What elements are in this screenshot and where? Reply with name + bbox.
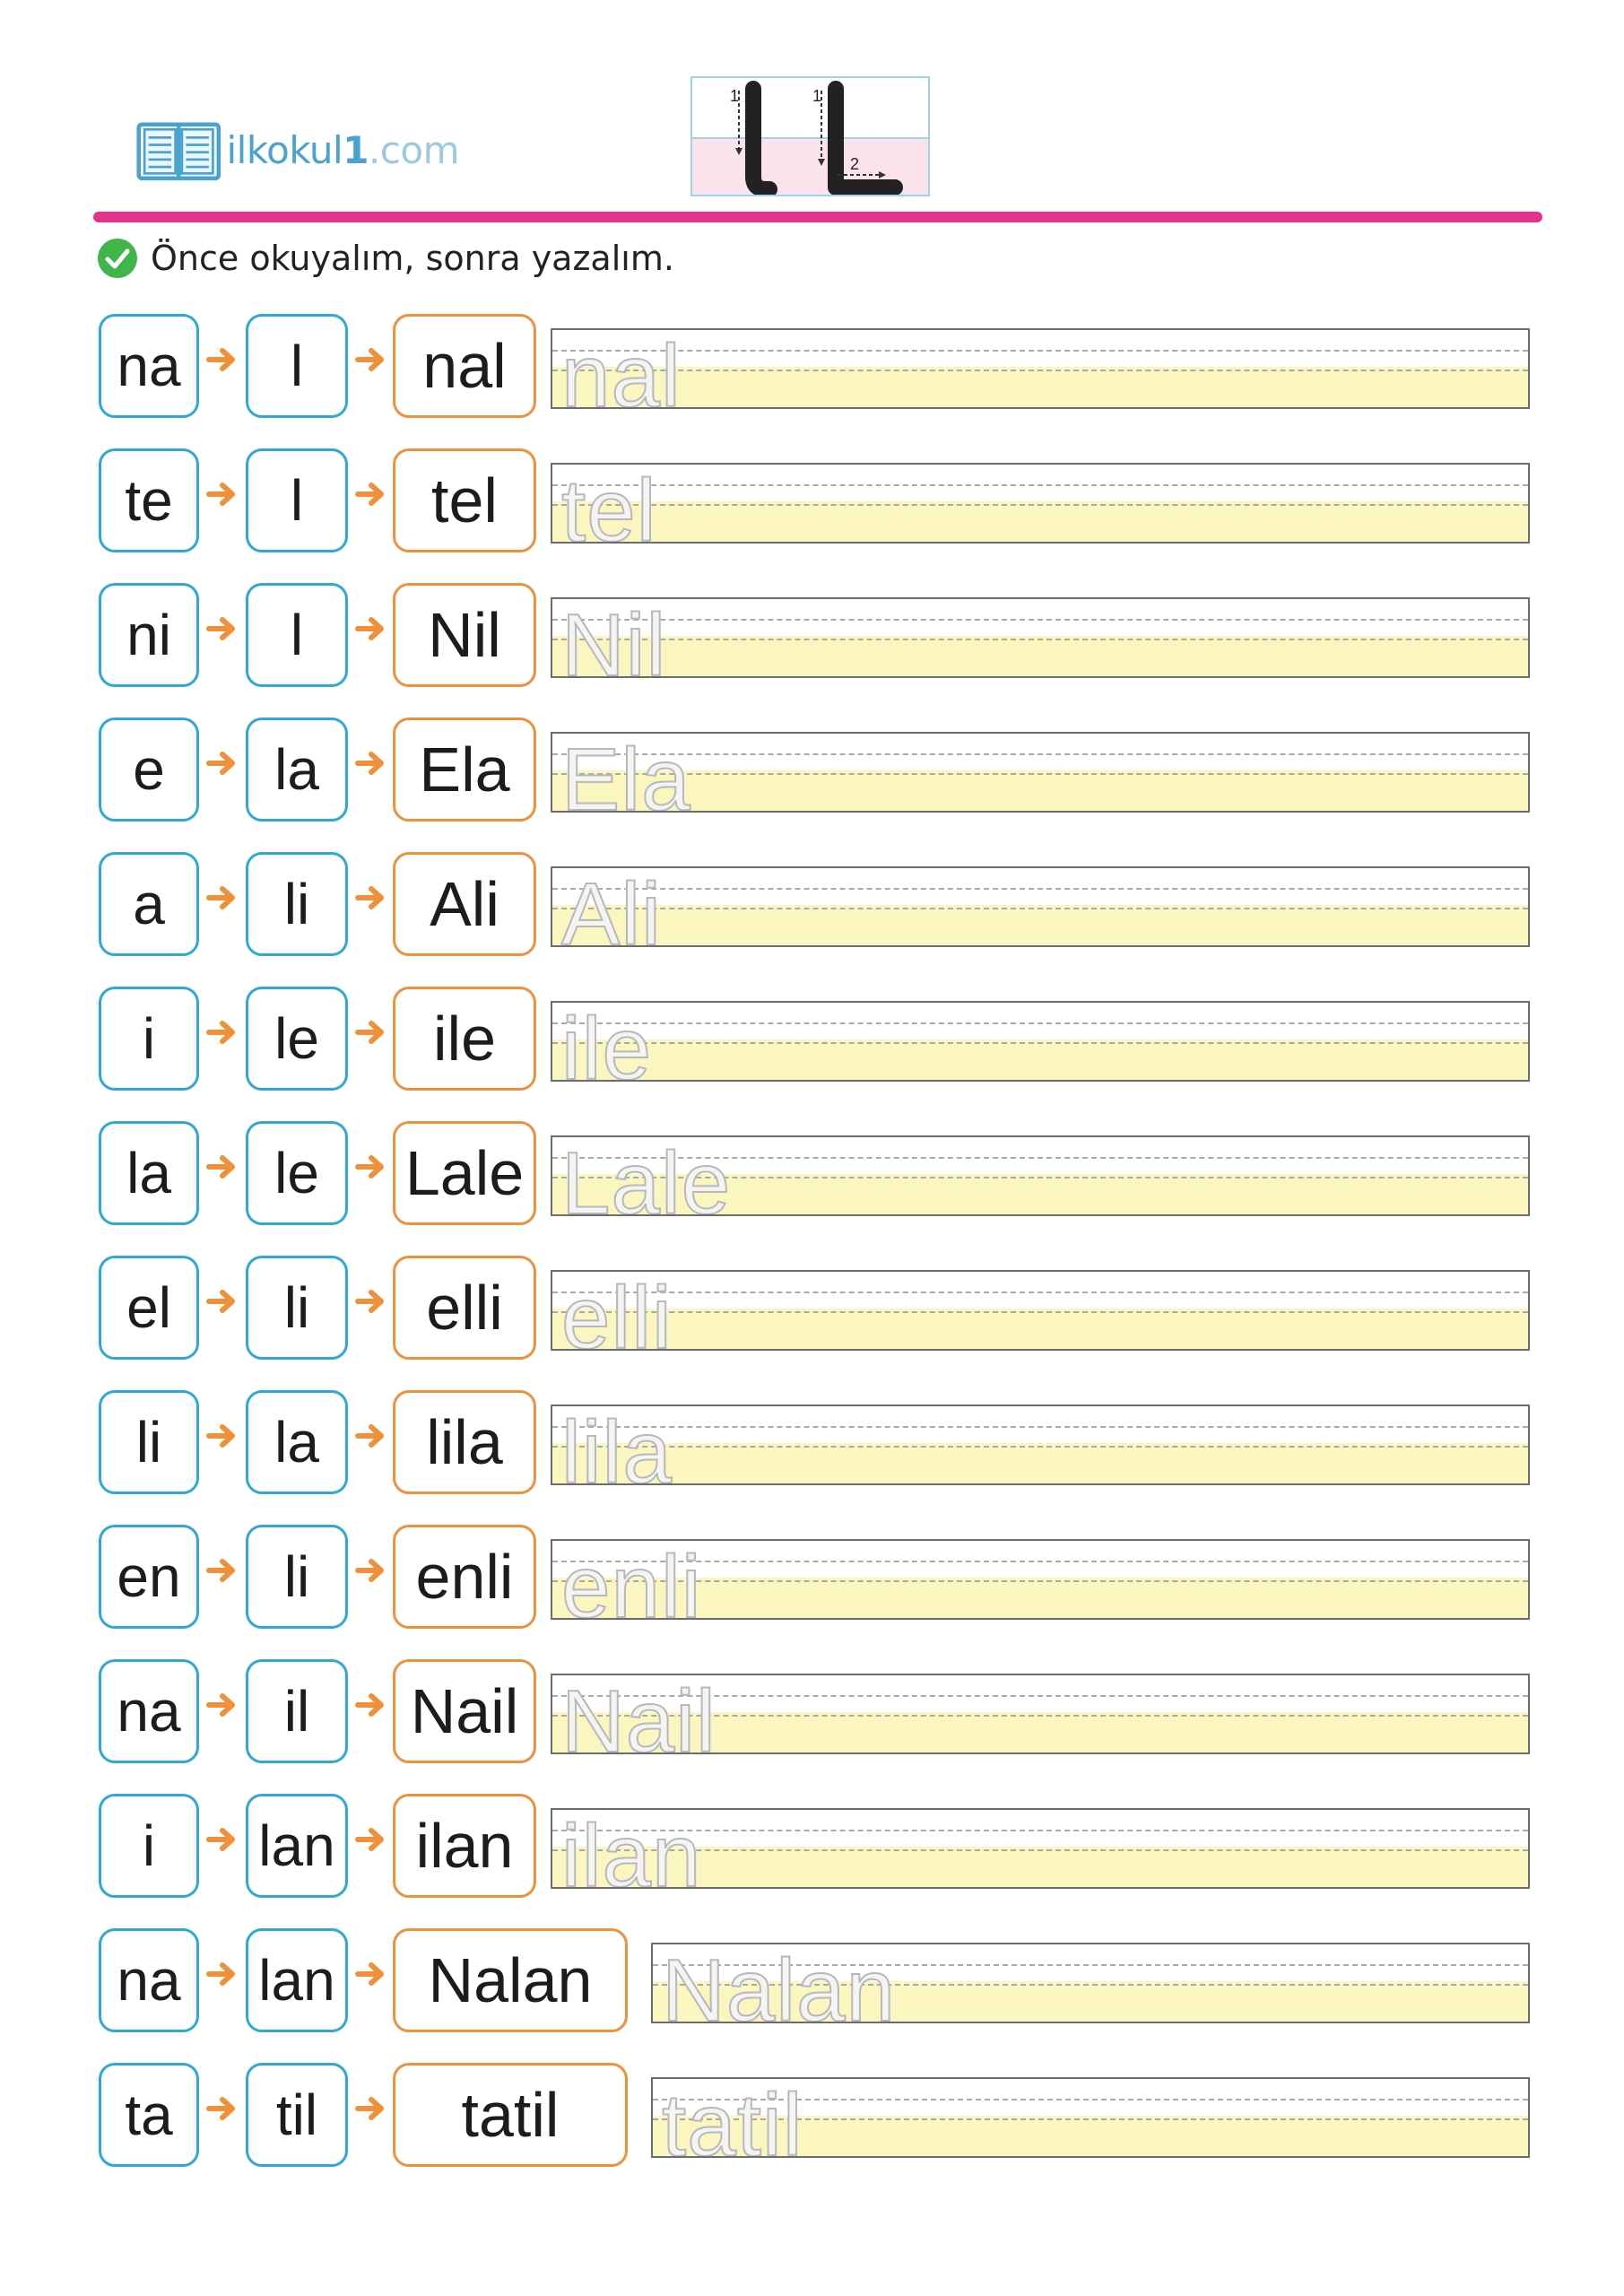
svg-text:1: 1 <box>730 87 740 105</box>
header-divider <box>93 212 1542 222</box>
writing-line[interactable] <box>551 732 1530 813</box>
word-box: tel <box>393 448 536 552</box>
syllable-box: li <box>246 1256 348 1360</box>
arrow-right-icon <box>355 613 386 644</box>
syllable-box: l <box>246 314 348 418</box>
trace-word: Nail <box>561 1674 716 1754</box>
instruction-text: Önce okuyalım, sonra yazalım. <box>151 239 674 278</box>
arrow-right-icon <box>206 1959 237 1989</box>
syllable-box: til <box>246 2063 348 2167</box>
trace-word: tatil <box>662 2077 803 2158</box>
writing-line[interactable] <box>551 1808 1530 1889</box>
arrow-right-icon <box>206 1555 237 1586</box>
arrow-right-icon <box>355 1286 386 1317</box>
letter-l-stroke-guide <box>690 76 930 196</box>
word-box: Nil <box>393 583 536 687</box>
arrow-right-icon <box>206 1152 237 1182</box>
writing-line[interactable] <box>551 1135 1530 1216</box>
syllable-box: i <box>99 987 199 1091</box>
arrow-right-icon <box>355 1959 386 1989</box>
word-box: elli <box>393 1256 536 1360</box>
syllable-box: lan <box>246 1794 348 1898</box>
syllable-box: lan <box>246 1928 348 2032</box>
word-box: Nalan <box>393 1928 628 2032</box>
trace-word: ilan <box>561 1808 702 1889</box>
word-box: Lale <box>393 1121 536 1225</box>
syllable-box: la <box>99 1121 199 1225</box>
trace-word: tel <box>561 463 657 544</box>
arrow-right-icon <box>355 479 386 509</box>
arrow-right-icon <box>355 1152 386 1182</box>
arrow-right-icon <box>206 1690 237 1720</box>
syllable-box: li <box>246 1525 348 1629</box>
writing-line[interactable] <box>551 597 1530 678</box>
arrow-right-icon <box>355 1690 386 1720</box>
word-box: ile <box>393 987 536 1091</box>
word-box: ilan <box>393 1794 536 1898</box>
writing-line[interactable] <box>551 1270 1530 1351</box>
word-box: Nail <box>393 1659 536 1763</box>
trace-word: ile <box>561 1001 653 1082</box>
letter-l-strokes-icon <box>692 78 930 196</box>
svg-text:1: 1 <box>812 87 822 105</box>
arrow-right-icon <box>206 748 237 778</box>
check-circle-icon <box>97 238 138 279</box>
syllable-box: il <box>246 1659 348 1763</box>
syllable-box: ni <box>99 583 199 687</box>
word-box: lila <box>393 1390 536 1494</box>
arrow-right-icon <box>206 344 237 375</box>
syllable-box: l <box>246 448 348 552</box>
arrow-right-icon <box>206 2093 237 2124</box>
arrow-right-icon <box>206 1286 237 1317</box>
arrow-right-icon <box>355 1824 386 1855</box>
syllable-box: i <box>99 1794 199 1898</box>
trace-word: elli <box>561 1270 673 1351</box>
writing-line[interactable] <box>551 463 1530 544</box>
instruction <box>97 235 674 282</box>
writing-line[interactable] <box>551 328 1530 409</box>
arrow-right-icon <box>355 748 386 778</box>
syllable-box: a <box>99 852 199 956</box>
logo-text: ilkokul1.com <box>226 127 459 172</box>
arrow-right-icon <box>206 1421 237 1451</box>
svg-text:2: 2 <box>850 155 860 173</box>
writing-line[interactable] <box>651 1943 1530 2023</box>
syllable-box: na <box>99 314 199 418</box>
syllable-box: li <box>99 1390 199 1494</box>
arrow-right-icon <box>355 883 386 913</box>
syllable-box: la <box>246 1390 348 1494</box>
word-box: nal <box>393 314 536 418</box>
syllable-box: le <box>246 1121 348 1225</box>
trace-word: Ali <box>561 866 662 947</box>
trace-word: lila <box>561 1405 673 1485</box>
syllable-box: e <box>99 718 199 822</box>
arrow-right-icon <box>355 1017 386 1048</box>
writing-line[interactable] <box>551 1405 1530 1485</box>
word-box: tatil <box>393 2063 628 2167</box>
trace-word: Nil <box>561 597 667 678</box>
syllable-box: la <box>246 718 348 822</box>
syllable-box: na <box>99 1659 199 1763</box>
trace-word: Lale <box>561 1135 732 1216</box>
word-box: enli <box>393 1525 536 1629</box>
trace-word: Nalan <box>662 1943 897 2023</box>
word-box: Ela <box>393 718 536 822</box>
trace-word: nal <box>561 328 682 409</box>
syllable-box: el <box>99 1256 199 1360</box>
syllable-box: na <box>99 1928 199 2032</box>
syllable-box: li <box>246 852 348 956</box>
site-logo <box>136 113 459 187</box>
writing-line[interactable] <box>651 2077 1530 2158</box>
arrow-right-icon <box>206 1824 237 1855</box>
syllable-box: le <box>246 987 348 1091</box>
arrow-right-icon <box>355 1421 386 1451</box>
writing-line[interactable] <box>551 866 1530 947</box>
syllable-box: te <box>99 448 199 552</box>
syllable-box: en <box>99 1525 199 1629</box>
arrow-right-icon <box>355 2093 386 2124</box>
arrow-right-icon <box>206 883 237 913</box>
arrow-right-icon <box>355 344 386 375</box>
writing-line[interactable] <box>551 1539 1530 1620</box>
writing-line[interactable] <box>551 1001 1530 1082</box>
syllable-box: l <box>246 583 348 687</box>
arrow-right-icon <box>206 1017 237 1048</box>
arrow-right-icon <box>206 479 237 509</box>
trace-word: Ela <box>561 732 691 813</box>
arrow-right-icon <box>355 1555 386 1586</box>
writing-line[interactable] <box>551 1674 1530 1754</box>
trace-word: enli <box>561 1539 702 1620</box>
open-book-icon <box>136 115 221 185</box>
syllable-box: ta <box>99 2063 199 2167</box>
arrow-right-icon <box>206 613 237 644</box>
word-box: Ali <box>393 852 536 956</box>
